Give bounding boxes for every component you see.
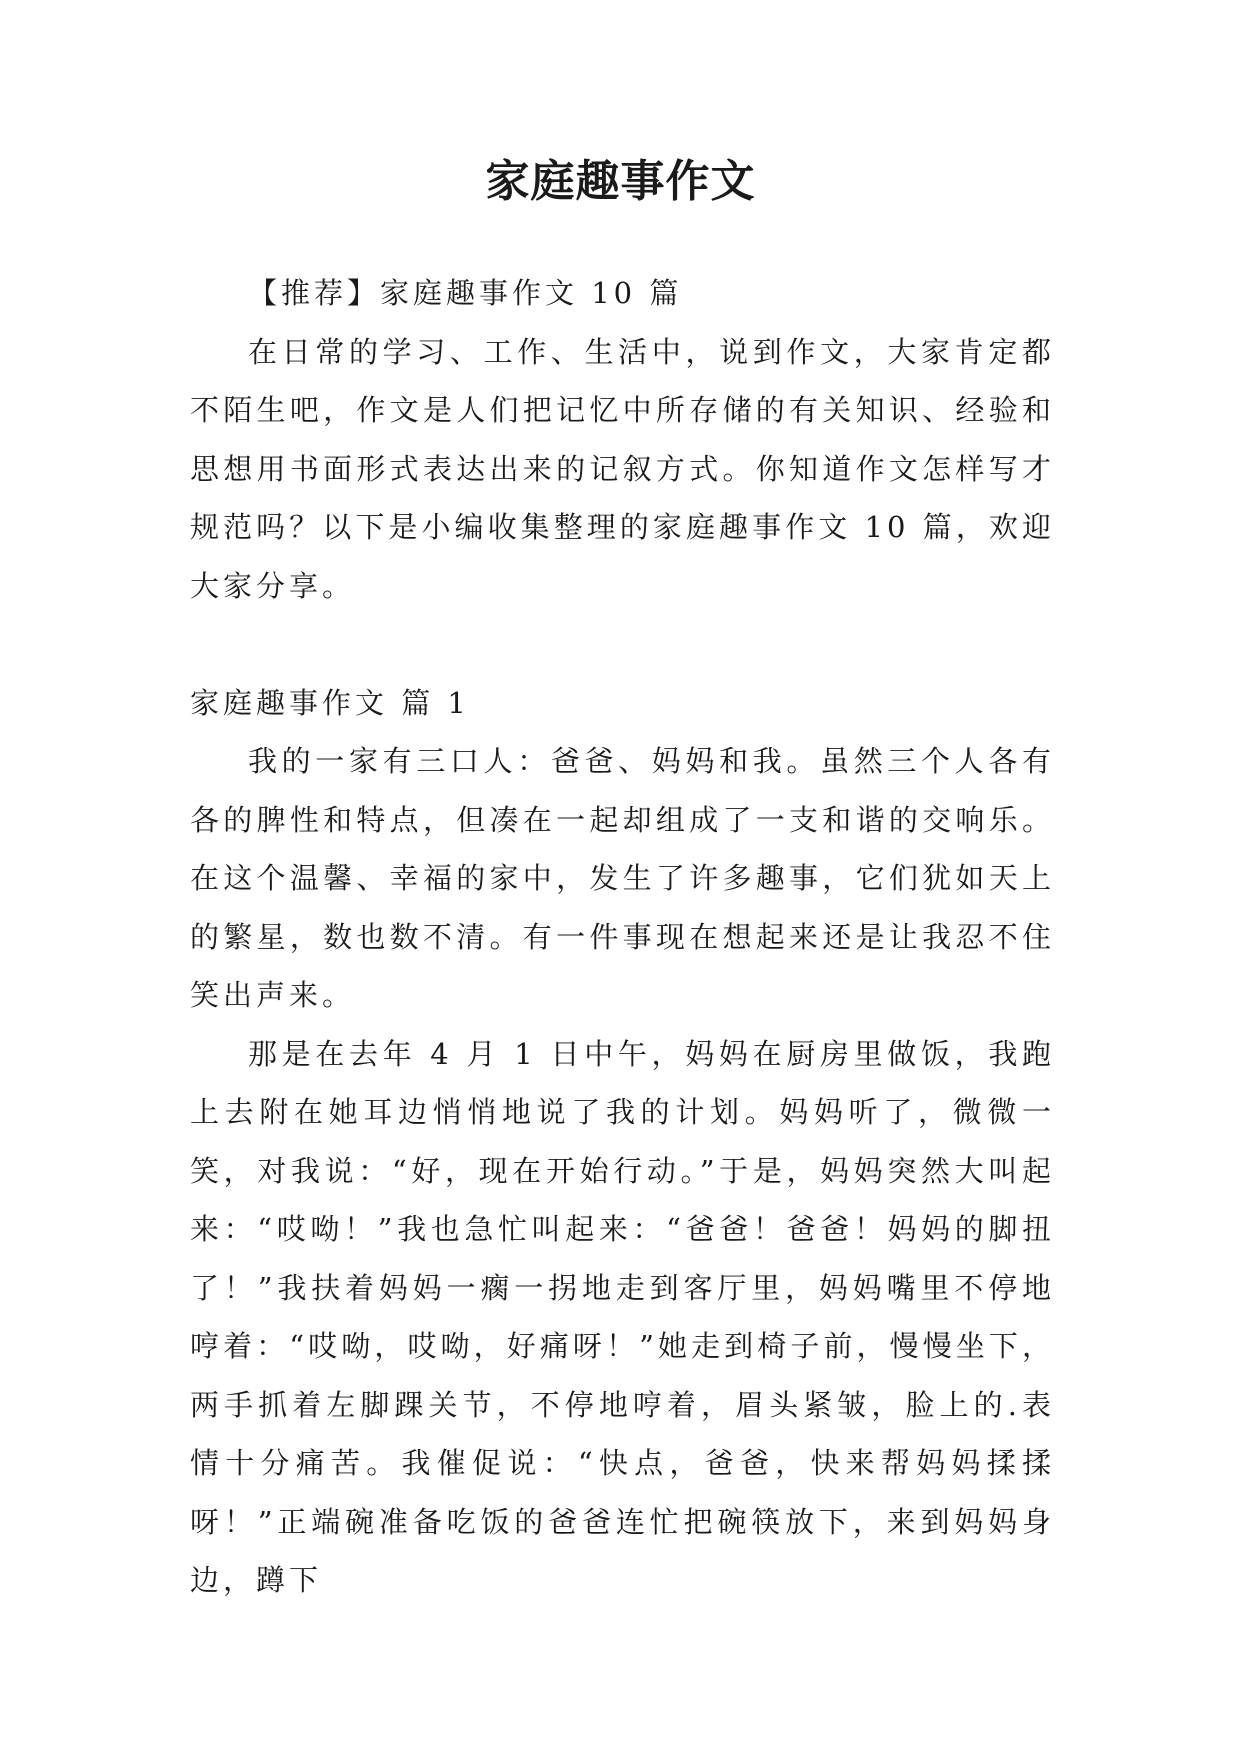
article-paragraph-1: 我的一家有三口人：爸爸、妈妈和我。虽然三个人各有各的脾性和特点，但凑在一起却组成了一支和谐的交响乐。在这个温馨、幸福的家中，发生了许多趣事，它们犹如天上的繁星，数也数不清。有一件事现在想起来还是让我忍不住笑出声来。 <box>190 744 1055 1012</box>
recommend-line: 【推荐】家庭趣事作文 10 篇 <box>248 276 683 310</box>
document-body <box>190 264 1055 1610</box>
page-title: 家庭趣事作文 <box>485 156 756 207</box>
article-heading: 家庭趣事作文 篇 1 <box>190 685 470 720</box>
section-gap <box>190 615 1055 674</box>
intro-paragraph: 在日常的学习、工作、生活中，说到作文，大家肯定都不陌生吧，作文是人们把记忆中所存储的有关知识、经验和思想用书面形式表达出来的记叙方式。你知道作文怎样写才规范吗？以下是小编收集整理的家庭趣事作文 10 篇，欢迎大家分享。 <box>190 334 1055 603</box>
article-paragraph-2: 那是在去年 4 月 1 日中午，妈妈在厨房里做饭，我跑上去附在她耳边悄悄地说了我的计划。妈妈听了，微微一笑，对我说：“好，现在开始行动。”于是，妈妈突然大叫起来：“哎呦！”我也急忙叫起来：“爸爸！爸爸！妈妈的脚扭了！”我扶着妈妈一瘸一拐地走到客厅里，妈妈嘴里不停地哼着：“哎呦，哎呦，好痛呀！”她走到椅子前，慢慢坐下，两手抓着左脚踝关节，不停地哼着，眉头紧皱，脸上的.表情十分痛苦。我催促说：“快点，爸爸，快来帮妈妈揉揉呀！”正端碗准备吃饭的爸爸连忙把碗筷放下，来到妈妈身边，蹲下 <box>190 1036 1055 1597</box>
